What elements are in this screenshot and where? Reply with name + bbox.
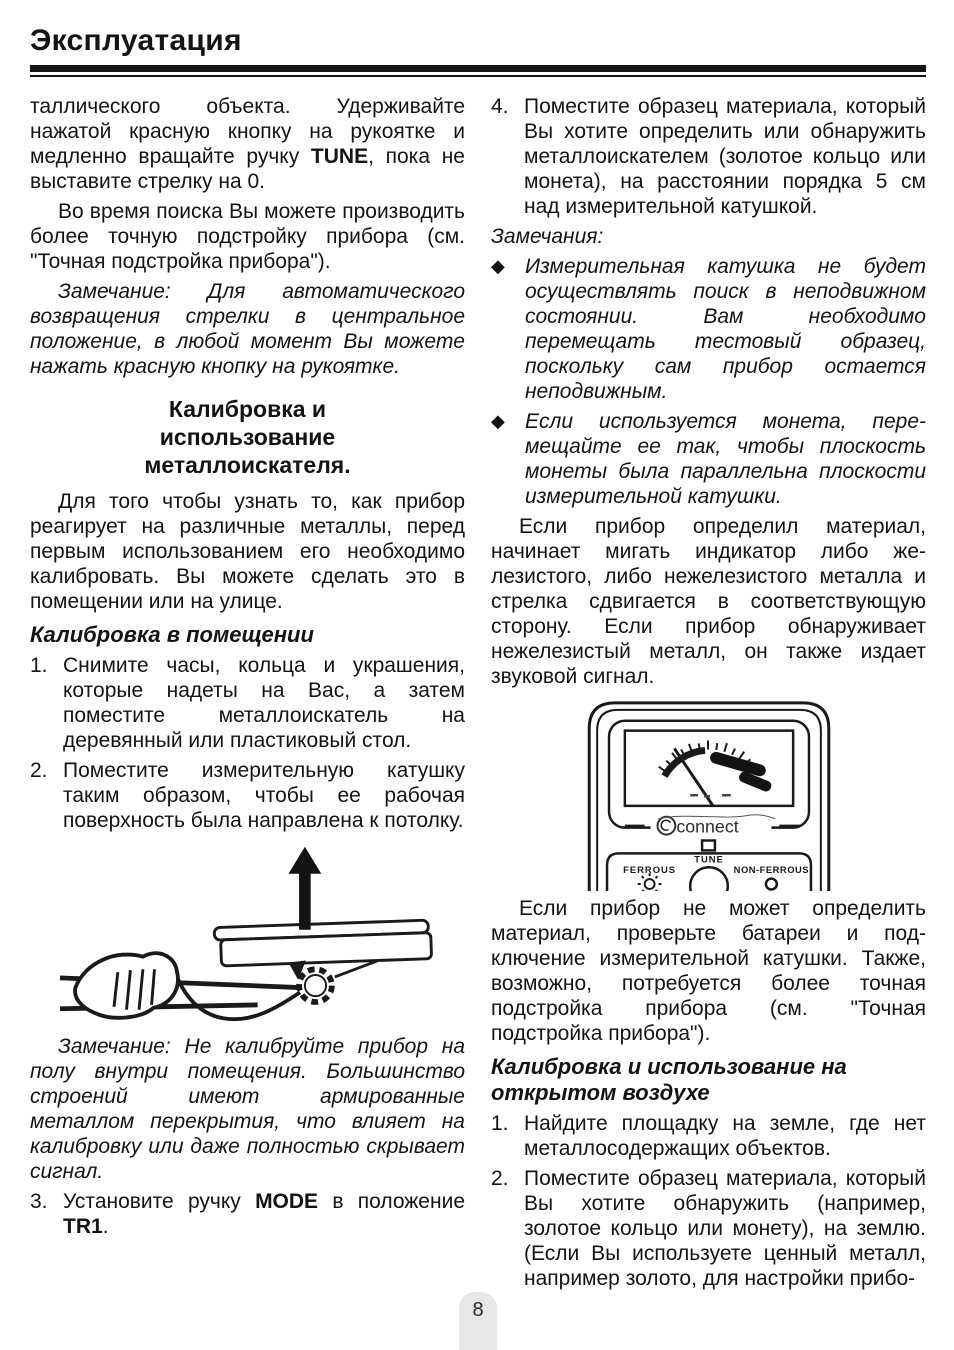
ferrous-indicator-icon — [637, 873, 661, 891]
page-header — [0, 0, 954, 77]
ferrous-label: FERROUS — [622, 864, 676, 876]
diamond-bullet-icon: ◆ — [491, 411, 505, 431]
para-tune-continuation: таллического объекта. Удерживайте нажатой красную кнопку на рукоятке и медленно вращайте ручку TUNE, пока не выставите стрелку на 0. — [30, 95, 465, 193]
list-number: 3. — [30, 1190, 48, 1213]
device-panel-drawing — [574, 695, 844, 891]
list-text: Поместите образец материала, который Вы хотите обнаружить (например, золотое кольцо или монету), на землю. (Если Вы используете ценный металл, например золото, для настройки прибо- — [524, 1167, 926, 1290]
detector-drawing — [53, 841, 443, 1029]
header-rule-thick — [30, 65, 926, 72]
list-text: Найдите площадку на земле, где нет металлосодержащих объектов. — [524, 1112, 926, 1160]
up-arrow-icon — [288, 847, 321, 930]
subheading-indoor-calibration: Калибровка в помещении — [30, 622, 314, 647]
brand-logo — [624, 814, 800, 851]
brand-logo-text: connect — [675, 816, 739, 837]
list-number: 4. — [491, 95, 509, 118]
note-auto-return: Замечание: Для автоматического возвращения стрелки в центральное положение, в любой момент Вы можете нажать красную кнопку на рукоятке. — [30, 280, 465, 378]
list-item-2 — [30, 758, 465, 833]
left-column — [30, 89, 465, 1296]
analog-meter — [624, 731, 792, 806]
list-text: Установите ручку MODE в положение TR1. — [63, 1190, 465, 1238]
list-text: Снимите часы, кольца и украшения, которые надеты на Вас, а затем поместите металлоискатель на деревянный или пластиковый стол. — [63, 654, 465, 752]
subheading-outdoor-calibration: Калибровка и использование на открытом воздухе — [491, 1054, 847, 1105]
note-bullet-1 — [491, 254, 926, 404]
list-text: Поместите образец материала, который Вы хотите определить или обнаружить металлоискателем (золотое кольцо или монета), на расстоянии порядка 5 см над измерительной катушкой. — [524, 95, 926, 218]
two-column-body — [0, 77, 954, 1296]
list-item-3 — [30, 1189, 465, 1239]
illustration-device-panel — [491, 695, 926, 891]
latch-icon — [702, 841, 715, 851]
list-item-4 — [491, 94, 926, 219]
list-number: 2. — [491, 1167, 509, 1190]
para-calibration-intro: Для того чтобы узнать то, как прибор реагирует на различные металлы, перед первым использованием его необходимо калибровать. Вы можете сделать это в помещении или на улице. — [30, 490, 465, 613]
list-number: 1. — [30, 654, 48, 677]
bullet-text: Измерительная катушка не будет осуществлять поиск в неподвижном состоянии. Вам необходимо перемещать тестовый образец, поскольку сам прибор остается неподвижным. — [525, 255, 926, 403]
section-heading-calibration: Калибровка и использование металлоискателя. — [144, 396, 351, 478]
note-no-floor-calibration: Замечание: Не калибруйте прибор на полу внутри помещения. Большинство строений имеют армированные металлом перекрытия, что влияет на калибровку или даже полностью скрывает сигнал. — [30, 1035, 465, 1183]
right-column — [491, 89, 926, 1296]
list-item-outdoor-1 — [491, 1111, 926, 1161]
list-number: 1. — [491, 1112, 509, 1135]
bullet-text: Если используется монета, перемещайте ее так, чтобы плоскость монеты была параллельна плоскости измерительной катушки. — [525, 410, 926, 508]
illustration-detector-coil-up — [30, 841, 465, 1029]
page-number: 8 — [472, 1299, 484, 1321]
page-number-tab — [459, 1292, 497, 1350]
list-number: 2. — [30, 759, 48, 782]
coil-hinge — [299, 969, 332, 1002]
list-item-1 — [30, 653, 465, 753]
non-ferrous-label: NON-FERROUS — [733, 864, 809, 876]
para-cannot-detect: Если прибор не может определить материал, проверьте батареи и подключение измерительной катушки. Также, возможно, потребуется более точная подстройка прибора (см. "Точная подстройка прибора"). — [491, 897, 926, 1045]
list-item-outdoor-2 — [491, 1166, 926, 1291]
tune-knob — [690, 867, 728, 891]
para-search-tuning: Во время поиска Вы можете производить более точную подстройку прибора (см. "Точная подстройка прибора"). — [30, 200, 465, 273]
tune-label: TUNE — [693, 853, 724, 865]
diamond-bullet-icon: ◆ — [491, 256, 505, 276]
para-material-detected: Если прибор определил материал, начинает мигать индикатор либо железистого, либо нежелезистого металла и стрелка сдвигается в соответствующую сторону. Если прибор обнаруживает нежелезистый металл, он также издает звуковой сигнал. — [491, 515, 926, 688]
note-bullet-2 — [491, 409, 926, 509]
non-ferrous-led — [765, 879, 776, 890]
list-text: Поместите измерительную катушку таким образом, чтобы ее рабочая поверхность была направлена к потолку. — [63, 759, 465, 832]
notes-label: Замечания: — [491, 225, 604, 248]
page-title: Эксплуатация — [30, 24, 242, 57]
